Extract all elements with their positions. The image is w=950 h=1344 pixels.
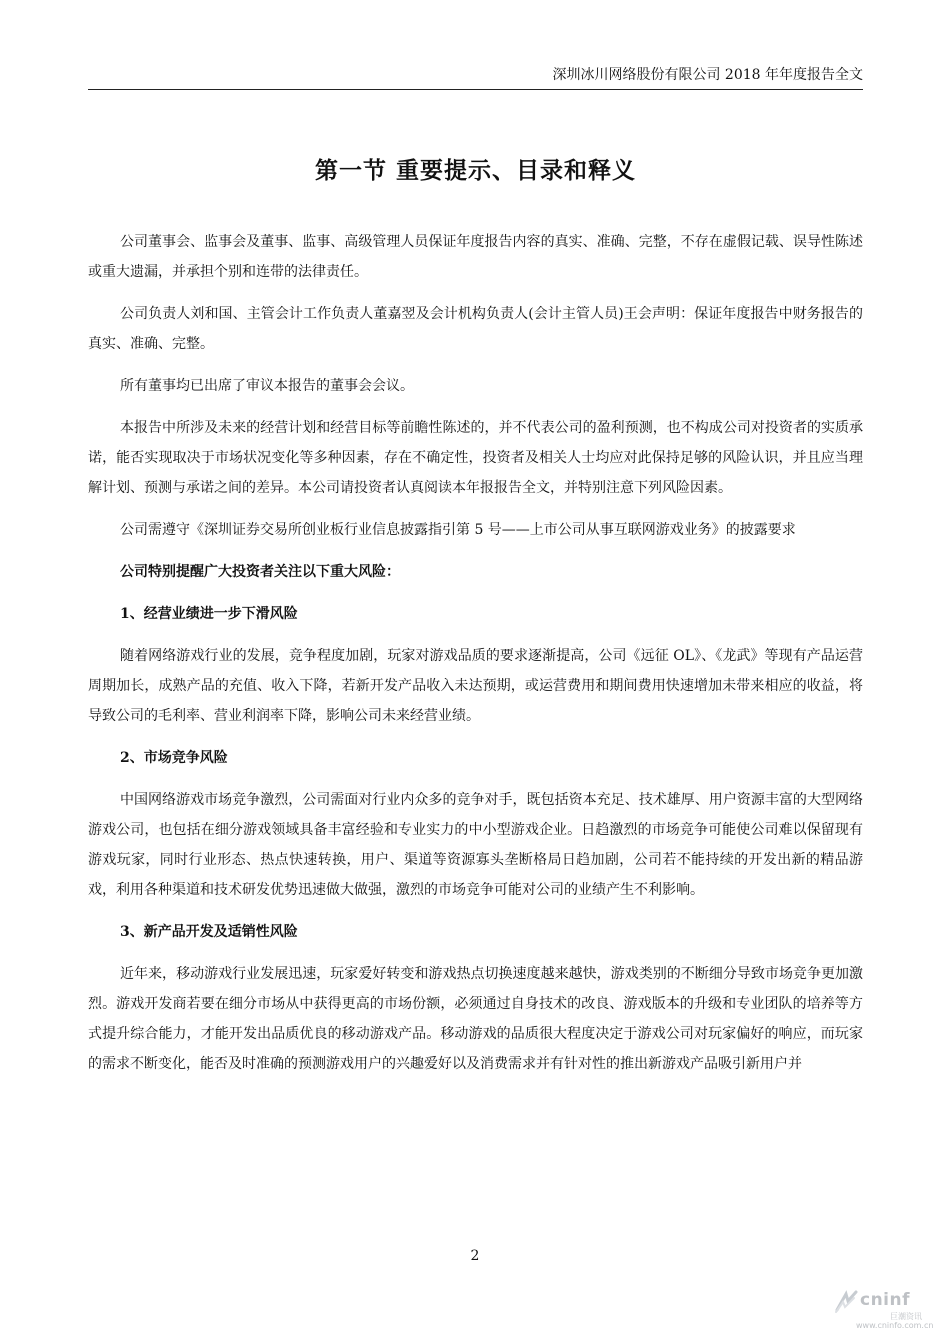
section-title: 第一节 重要提示、目录和释义: [314, 157, 636, 184]
watermark-subtitle: 巨潮资讯: [890, 1312, 922, 1321]
risk-heading-2: 2、市场竞争风险: [120, 750, 228, 766]
paragraph-disclaimer: 公司董事会、监事会及董事、监事、高级管理人员保证年度报告内容的真实、准确、完整，不存在虚假记载、误导性陈述或重大遗漏，并承担个别和连带的法律责任。: [88, 234, 863, 280]
document-body: [88, 227, 863, 1091]
risk-heading-1: 1、经营业绩进一步下滑风险: [120, 606, 298, 622]
watermark-url: www.cninfo.com.cn: [856, 1321, 934, 1330]
paragraph-compliance: 公司需遵守《深圳证券交易所创业板行业信息披露指引第 5 号——上市公司从事互联网游戏业务》的披露要求: [120, 522, 796, 538]
page-number: 2: [470, 1248, 480, 1264]
risk-reminder-heading: 公司特别提醒广大投资者关注以下重大风险：: [120, 564, 400, 580]
paragraph-attendance: 所有董事均已出席了审议本报告的董事会会议。: [120, 378, 414, 394]
risk-paragraph-2: 中国网络游戏市场竞争激烈，公司需面对行业内众多的竞争对手，既包括资本充足、技术雄厚、用户资源丰富的大型网络游戏公司，也包括在细分游戏领域具备丰富经验和专业实力的中小型游戏企业。日趋激烈的市场竞争可能使公司难以保留现有游戏玩家，同时行业形态、热点快速转换，用户、渠道等资源寡头垄断格局日趋加剧，公司若不能持续的开发出新的精品游戏，利用各种渠道和技术研发优势迅速做大做强，激烈的市场竞争可能对公司的业绩产生不利影响。: [88, 792, 863, 898]
paragraph-forward-looking: 本报告中所涉及未来的经营计划和经营目标等前瞻性陈述的，并不代表公司的盈利预测，也不构成公司对投资者的实质承诺，能否实现取决于市场状况变化等多种因素，存在不确定性，投资者及相关人士均应对此保持足够的风险认识，并且应当理解计划、预测与承诺之间的差异。本公司请投资者认真阅读本年报报告全文，并特别注意下列风险因素。: [88, 420, 863, 496]
watermark-brand: cninf: [860, 1290, 911, 1310]
page-header: 深圳冰川网络股份有限公司 2018 年年度报告全文: [552, 67, 863, 83]
risk-paragraph-1: 随着网络游戏行业的发展，竞争程度加剧，玩家对游戏品质的要求逐渐提高，公司《远征 OL》、《龙武》等现有产品运营周期加长，成熟产品的充值、收入下降，若新开发产品收入未达预期，或运营费用和期间费用快速增加未带来相应的收益，将导致公司的毛利率、营业利润率下降，影响公司未来经营业绩。: [88, 648, 863, 724]
cninfo-watermark: [834, 1290, 934, 1332]
risk-paragraph-3: 近年来，移动游戏行业发展迅速，玩家爱好转变和游戏热点切换速度越来越快，游戏类别的不断细分导致市场竞争更加激烈。游戏开发商若要在细分市场从中获得更高的市场份额，必须通过自身技术的改良、游戏版本的升级和专业团队的培养等方式提升综合能力，才能开发出品质优良的移动游戏产品。移动游戏的品质很大程度决定于游戏公司对玩家偏好的响应，而玩家的需求不断变化，能否及时准确的预测游戏用户的兴趣爱好以及消费需求并有针对性的推出新游戏产品吸引新用户并: [88, 966, 863, 1072]
cninfo-logo-icon: [834, 1290, 860, 1314]
paragraph-responsibility: 公司负责人刘和国、主管会计工作负责人董嘉翌及会计机构负责人(会计主管人员)王会声明：保证年度报告中财务报告的真实、准确、完整。: [88, 306, 863, 352]
risk-heading-3: 3、新产品开发及适销性风险: [120, 924, 298, 940]
header-divider: [88, 89, 863, 90]
